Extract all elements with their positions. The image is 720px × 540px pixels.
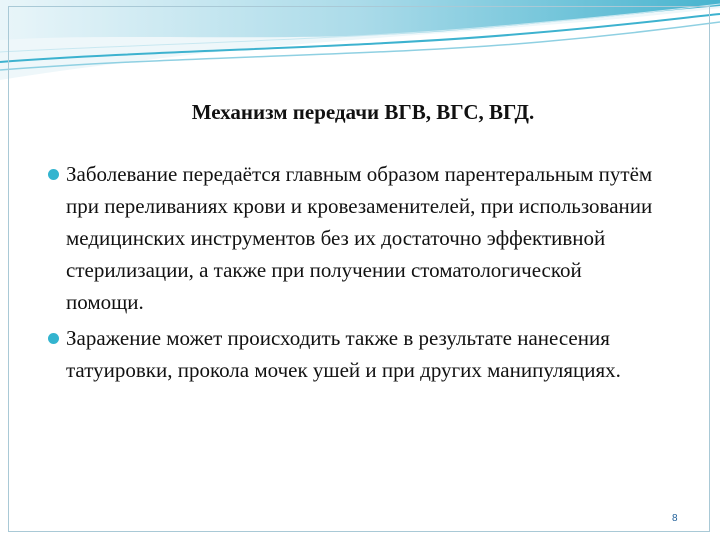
- bullet-text: Заражение может происходить также в результате нанесения татуировки, прокола мочек ушей и при других манипуляциях.: [66, 326, 621, 382]
- bullet-text: Заболевание передаётся главным образом парентеральным путём при переливаниях крови и кровезаменителей, при использовании медицинских инструментов без их достаточно эффективной стерилизации, а также при получении стоматологической помощи.: [66, 162, 653, 314]
- bullet-list: [48, 158, 658, 390]
- bullet-dot-icon: [48, 169, 59, 180]
- bullet-item: [48, 322, 658, 386]
- bullet-dot-icon: [48, 333, 59, 344]
- bullet-item: [48, 158, 658, 318]
- slide-title-text: Механизм передачи ВГВ, ВГС, ВГД.: [191, 100, 535, 124]
- wave-decoration: [0, 0, 720, 90]
- page-number: 8: [672, 513, 678, 524]
- slide-title: [0, 100, 720, 125]
